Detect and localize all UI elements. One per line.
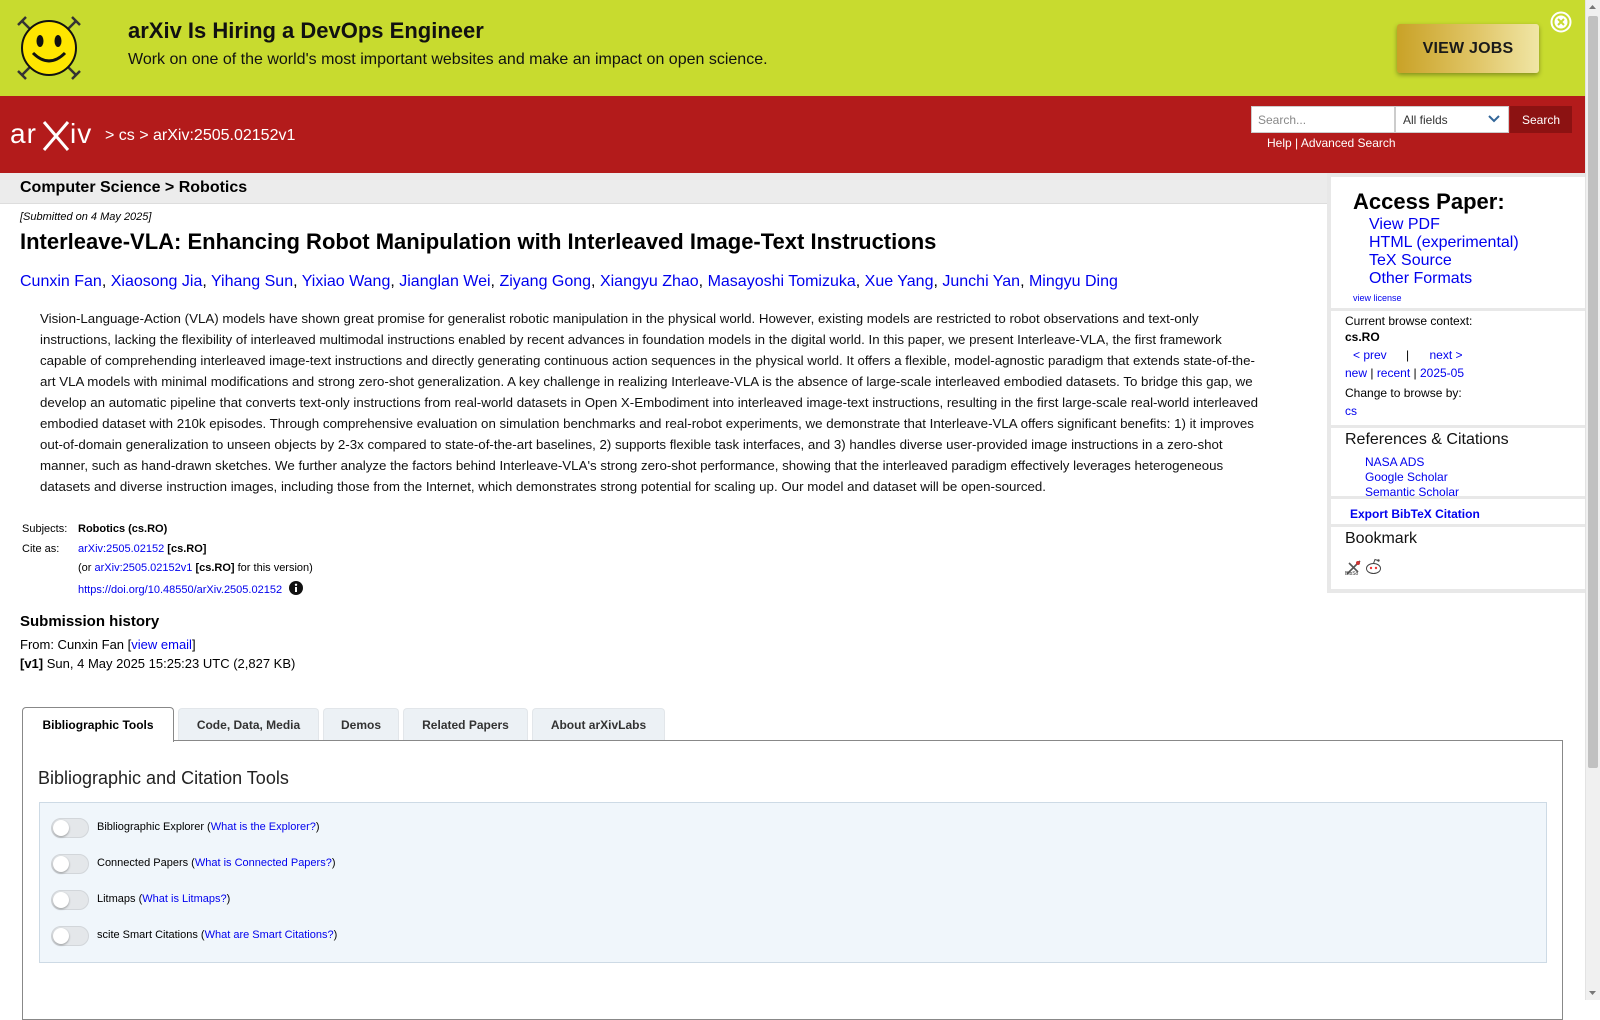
- doi-link[interactable]: https://doi.org/10.48550/arXiv.2505.02152: [78, 584, 283, 596]
- author-link[interactable]: Xue Yang: [864, 273, 934, 290]
- author-link[interactable]: Yixiao Wang: [301, 273, 391, 290]
- cite-version-category: [cs.RO]: [195, 562, 235, 574]
- author-link[interactable]: Yihang Sun: [210, 273, 294, 290]
- author-link[interactable]: Ziyang Gong: [499, 273, 592, 290]
- month-link[interactable]: 2025-05: [1419, 366, 1465, 380]
- abstract-line: develop an automatic pipeline that converts text-only instructions from real-world datasets in Open X-Embodiment into interleaved image-text instructions, resulting in the first large-scale real-world interleaved: [40, 395, 1258, 410]
- browse-context-value: cs.RO: [1345, 330, 1380, 344]
- breadcrumb-cs[interactable]: > cs >: [105, 127, 149, 144]
- export-bibtex-link[interactable]: Export BibTeX Citation: [1350, 507, 1480, 521]
- access-paper-box: [1331, 177, 1585, 308]
- tool-name: Litmaps: [97, 893, 136, 905]
- tab-code-data-media[interactable]: Code, Data, Media: [178, 708, 319, 740]
- tool-label: Bibliographic Explorer (What is the Explorer?): [97, 821, 320, 833]
- submission-history-title: Submission history: [20, 613, 160, 630]
- toggle-knob: [53, 928, 69, 944]
- view-email-link[interactable]: view email: [131, 637, 192, 652]
- site-header: [0, 96, 1585, 173]
- semantic-scholar-link[interactable]: Semantic Scholar: [1365, 485, 1460, 499]
- references-box: [1331, 428, 1585, 499]
- abstract-line: embodied dataset with 210k episodes. Through comprehensive evaluation on simulation benchmarks and real-robot experiments, we demonstrate that Interleave-VLA offers significant benefits: 1) it improves: [40, 416, 1254, 431]
- google-scholar-link[interactable]: Google Scholar: [1365, 470, 1448, 484]
- tab-bibliographic-tools[interactable]: Bibliographic Tools: [22, 707, 174, 742]
- change-browse-label: Change to browse by:: [1345, 386, 1462, 400]
- author-link[interactable]: Xiangyu Zhao: [599, 273, 699, 290]
- author-link[interactable]: Mingyu Ding: [1028, 273, 1118, 290]
- tool-name: Connected Papers: [97, 857, 189, 869]
- author-link[interactable]: Jianglan Wei: [399, 273, 491, 290]
- cite-or: (or: [78, 562, 92, 574]
- references-title: References & Citations: [1345, 431, 1509, 448]
- breadcrumb: [105, 127, 295, 145]
- toggle-knob: [53, 856, 69, 872]
- view-license-link[interactable]: view license: [1353, 293, 1402, 303]
- cite-row: [22, 543, 207, 555]
- breadcrumb-paper-id: arXiv:2505.02152v1: [153, 127, 296, 144]
- access-paper-title: Access Paper:: [1353, 189, 1505, 214]
- tool-name: scite Smart Citations: [97, 929, 198, 941]
- abstract-line: capable of comprehending interleaved image-text instructions and directly generating continuous action sequences in the physical world. It offers a flexible, model-agnostic paradigm that extends state-of-the-: [40, 353, 1255, 368]
- tool-help-link[interactable]: What is Litmaps?: [142, 893, 227, 905]
- cite-label: Cite as:: [22, 543, 60, 555]
- subjects-label: Subjects:: [22, 523, 68, 535]
- submission-from: [20, 637, 196, 652]
- right-sidebar: [1327, 173, 1585, 593]
- svg-text:ar: ar: [10, 118, 37, 149]
- author-link[interactable]: Masayoshi Tomizuka: [707, 273, 856, 290]
- chevron-down-icon: [1488, 114, 1500, 124]
- prev-link[interactable]: < prev: [1353, 348, 1387, 362]
- author-list: Cunxin Fan, Xiaosong Jia, Yihang Sun, Yixiao Wang, Jianglan Wei, Ziyang Gong, Xiangyu Zhao, Masayoshi Tomizuka, Xue Yang, Junchi Yan, Mingyu Ding: [20, 273, 1118, 290]
- tab-demos[interactable]: Demos: [323, 708, 399, 740]
- author-link[interactable]: Xiaosong Jia: [110, 273, 203, 290]
- bibliographic-explorer-toggle[interactable]: [51, 818, 89, 838]
- author-link[interactable]: Junchi Yan: [942, 273, 1021, 290]
- cite-version-suffix: for this version): [237, 562, 313, 574]
- bookmark-box: [1331, 527, 1585, 589]
- prev-next-separator: |: [1406, 348, 1410, 362]
- abstract-line: manner, such as hand-drawn sketches. We further analyze the factors behind Interleave-VLA's strong zero-shot performance, showing that the interleaved paradigm effectively leverages heterogeneous: [40, 458, 1224, 473]
- advanced-search-link[interactable]: Advanced Search: [1300, 136, 1396, 150]
- scite-toggle[interactable]: [51, 926, 89, 946]
- scrollbar-thumb[interactable]: [1588, 16, 1598, 768]
- subjects-row: [22, 523, 168, 535]
- export-box: [1331, 499, 1585, 524]
- litmaps-toggle[interactable]: [51, 890, 89, 910]
- svg-text:BibSo: BibSo: [1345, 571, 1359, 576]
- view-pdf-link[interactable]: View PDF: [1369, 216, 1440, 233]
- scroll-down-arrow-icon[interactable]: [1585, 985, 1600, 1000]
- hiring-banner: [0, 0, 1585, 96]
- doi-row: [78, 581, 303, 596]
- abstract-line: instructions, lacking the flexibility of interleaved multimodal instructions enabled by recent advances in foundation models in the digital world. In this paper, we present Interleave-VLA, the first framework: [40, 332, 1222, 347]
- help-link[interactable]: Help: [1267, 136, 1292, 150]
- category-header: [0, 173, 1327, 204]
- cite-category: [cs.RO]: [167, 543, 207, 555]
- search-field-value: All fields: [1403, 113, 1448, 127]
- scroll-up-arrow-icon[interactable]: [1585, 0, 1600, 15]
- from-suffix: ]: [191, 637, 196, 652]
- tool-name: Bibliographic Explorer: [97, 821, 204, 833]
- browse-context-label: Current browse context:: [1345, 314, 1473, 328]
- recent-link[interactable]: recent: [1376, 366, 1411, 380]
- cite-version-row: [78, 562, 313, 574]
- search-field-select[interactable]: [1395, 106, 1509, 133]
- browse-cs-link[interactable]: cs: [1345, 404, 1357, 418]
- tool-help-link[interactable]: What is Connected Papers?: [194, 857, 332, 869]
- listing-links: new | recent | 2025-05: [1345, 366, 1465, 380]
- version-v1: [20, 656, 295, 671]
- bookmark-title: Bookmark: [1345, 530, 1418, 547]
- smiley-bug-icon: [14, 13, 84, 83]
- abstract-line: art VLA models with minimal modifications and strong zero-shot generalization. A key challenge in realizing Interleave-VLA is the absence of large-scale interleaved embodied datasets. To bridge this gap, we: [40, 374, 1253, 389]
- toggle-knob: [53, 892, 69, 908]
- view-jobs-button[interactable]: VIEW JOBS: [1397, 24, 1539, 73]
- panel-title: Bibliographic and Citation Tools: [38, 768, 289, 788]
- tex-source-link[interactable]: TeX Source: [1369, 252, 1452, 269]
- tool-help-link[interactable]: What is the Explorer?: [210, 821, 316, 833]
- search-input[interactable]: Search...: [1251, 106, 1395, 133]
- tool-help-link[interactable]: What are Smart Citations?: [204, 929, 334, 941]
- connected-papers-toggle[interactable]: [51, 854, 89, 874]
- tool-label: Litmaps (What is Litmaps?): [97, 893, 231, 905]
- subjects-value: Robotics (cs.RO): [78, 523, 168, 535]
- tab-related-papers[interactable]: Related Papers: [403, 708, 528, 740]
- tool-label: Connected Papers (What is Connected Papers?): [97, 857, 336, 869]
- abstract-line: out-of-domain generalization to unseen objects by 2-3x compared to state-of-the-art baselines, 2) supports flexible task interfaces, and 3) handles diverse user-provided image instructions in a zero-shot: [40, 437, 1223, 452]
- search-button[interactable]: Search: [1510, 106, 1572, 133]
- version-label: [v1]: [20, 656, 44, 671]
- abstract: [40, 308, 1290, 497]
- paper-title: Interleave-VLA: Enhancing Robot Manipulation with Interleaved Image-Text Instructions: [20, 229, 937, 254]
- info-icon[interactable]: [289, 581, 303, 595]
- html-experimental-link[interactable]: HTML (experimental): [1369, 234, 1519, 251]
- svg-text:iv: iv: [70, 118, 93, 149]
- other-formats-link[interactable]: Other Formats: [1369, 270, 1473, 287]
- cite-id-link[interactable]: arXiv:2505.02152: [78, 543, 165, 555]
- submitted-date: [Submitted on 4 May 2025]: [20, 211, 152, 223]
- toggle-knob: [53, 820, 69, 836]
- next-link[interactable]: next >: [1429, 348, 1463, 362]
- author-link[interactable]: Cunxin Fan: [20, 273, 102, 290]
- browse-context-box: [1331, 311, 1585, 425]
- tab-about-arxivlabs[interactable]: About arXivLabs: [532, 708, 665, 740]
- banner-title: arXiv Is Hiring a DevOps Engineer: [128, 18, 484, 43]
- new-link[interactable]: new: [1345, 366, 1368, 380]
- bibsonomy-icon[interactable]: [1345, 559, 1362, 576]
- help-links: [1267, 136, 1396, 150]
- help-separator: |: [1295, 136, 1299, 150]
- from-text: From: Cunxin Fan [: [20, 637, 132, 652]
- prev-next-row: [1345, 348, 1463, 362]
- arxiv-logo[interactable]: [10, 116, 100, 154]
- nasa-ads-link[interactable]: NASA ADS: [1365, 455, 1425, 469]
- close-icon[interactable]: [1550, 11, 1572, 33]
- abstract-line: Vision-Language-Action (VLA) models have shown great promise for generalist robotic manipulation in the physical world. However, existing models are restricted to robot observations and text-only: [40, 311, 1199, 326]
- banner-subtitle: Work on one of the world's most important websites and make an impact on open science.: [128, 51, 768, 68]
- reddit-icon[interactable]: [1365, 558, 1382, 575]
- tool-label: scite Smart Citations (What are Smart Citations?): [97, 929, 338, 941]
- abstract-line: datasets and diverse instruction images, including those from the Internet, which demonstrates strong potential for scaling up. Our model and dataset will be open-sourced.: [40, 479, 1046, 494]
- version-date: Sun, 4 May 2025 15:25:23 UTC (2,827 KB): [46, 656, 296, 671]
- cite-version-link[interactable]: arXiv:2505.02152v1: [94, 562, 193, 574]
- category-title: Computer Science > Robotics: [20, 179, 248, 196]
